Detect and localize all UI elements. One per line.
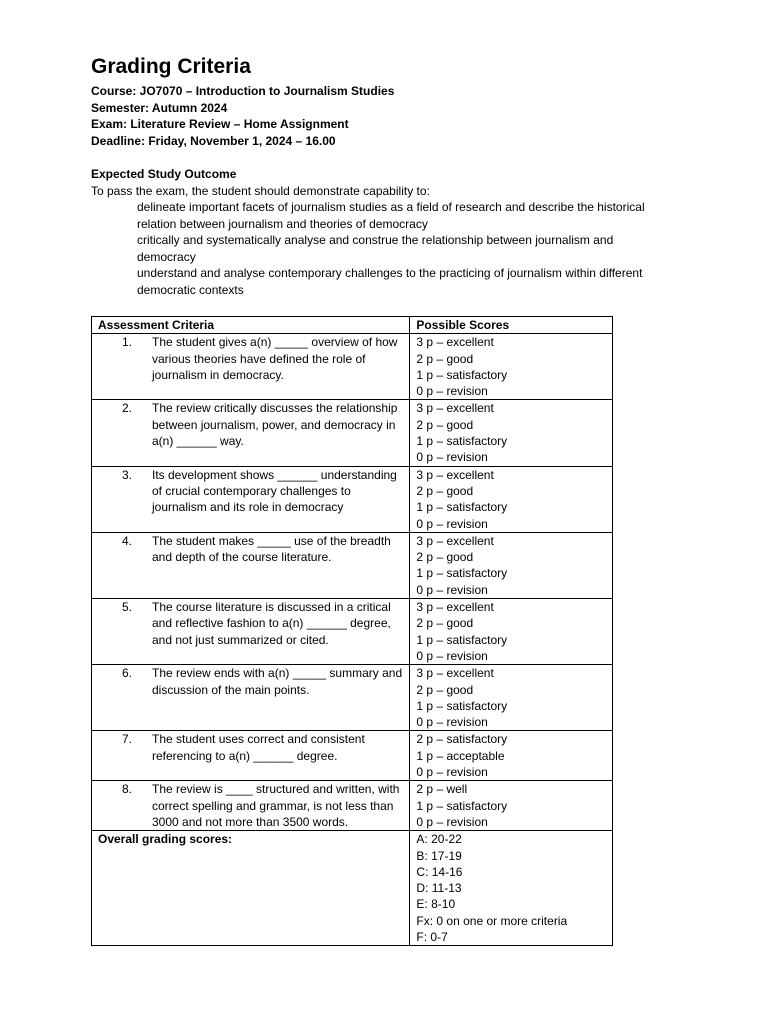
score-option: 0 p – revision bbox=[416, 450, 488, 465]
course-meta bbox=[91, 83, 671, 149]
table-row bbox=[92, 665, 613, 731]
outcome-list bbox=[91, 199, 671, 298]
criterion-cell bbox=[92, 466, 410, 532]
criterion-number: 1. bbox=[122, 335, 133, 350]
table-row bbox=[92, 334, 613, 400]
score-option: 2 p – well bbox=[416, 782, 468, 797]
grading-table bbox=[91, 316, 613, 946]
score-option: 3 p – excellent bbox=[416, 666, 494, 681]
score-option: 0 p – revision bbox=[416, 582, 488, 597]
score-option: 0 p – revision bbox=[416, 384, 488, 399]
overall-score: B: 17-19 bbox=[416, 848, 462, 863]
criterion-number: 5. bbox=[122, 600, 133, 615]
criterion-cell bbox=[92, 781, 410, 831]
semester-line: Semester: Autumn 2024 bbox=[91, 100, 228, 115]
score-option: 1 p – satisfactory bbox=[416, 367, 508, 382]
criterion-number: 8. bbox=[122, 782, 133, 797]
scores-cell bbox=[410, 665, 613, 731]
outcome-heading: Expected Study Outcome bbox=[91, 167, 237, 181]
score-option: 2 p – good bbox=[416, 417, 474, 432]
score-option: 2 p – good bbox=[416, 351, 474, 366]
criterion-cell bbox=[92, 400, 410, 466]
scores-cell bbox=[410, 781, 613, 831]
overall-scores bbox=[410, 831, 613, 946]
criterion-text: The student gives a(n) _____ overview of how various theories have defined the role of journalism in democracy. bbox=[152, 335, 398, 382]
overall-score: A: 20-22 bbox=[416, 832, 462, 847]
score-option: 2 p – good bbox=[416, 483, 474, 498]
header-criteria: Assessment Criteria bbox=[92, 317, 410, 334]
scores-cell bbox=[410, 400, 613, 466]
scores-cell bbox=[410, 599, 613, 665]
table-row bbox=[92, 781, 613, 831]
criterion-number: 4. bbox=[122, 533, 133, 548]
score-option: 1 p – satisfactory bbox=[416, 798, 508, 813]
criterion-text: The review ends with a(n) _____ summary and discussion of the main points. bbox=[152, 666, 403, 697]
criterion-cell bbox=[92, 731, 410, 781]
deadline-line: Deadline: Friday, November 1, 2024 – 16.00 bbox=[91, 133, 336, 148]
overall-score: Fx: 0 on one or more criteria bbox=[416, 913, 568, 928]
scores-cell bbox=[410, 466, 613, 532]
overall-score: C: 14-16 bbox=[416, 864, 463, 879]
score-option: 0 p – revision bbox=[416, 814, 488, 829]
criterion-number: 7. bbox=[122, 732, 133, 747]
score-option: 3 p – excellent bbox=[416, 467, 494, 482]
score-option: 3 p – excellent bbox=[416, 533, 494, 548]
score-option: 2 p – good bbox=[416, 682, 474, 697]
scores-cell bbox=[410, 731, 613, 781]
outcome-item: critically and systematically analyse and construe the relationship between journalism and democracy bbox=[137, 233, 614, 264]
table-row bbox=[92, 599, 613, 665]
exam-line: Exam: Literature Review – Home Assignment bbox=[91, 117, 349, 131]
scores-cell bbox=[410, 334, 613, 400]
score-option: 2 p – good bbox=[416, 616, 474, 631]
table-row bbox=[92, 400, 613, 466]
criterion-number: 2. bbox=[122, 401, 133, 416]
table-row bbox=[92, 731, 613, 781]
score-option: 1 p – acceptable bbox=[416, 748, 505, 763]
criterion-text: The course literature is discussed in a critical and reflective fashion to a(n) ______ degree, and not just summarized or cited. bbox=[152, 600, 391, 647]
score-option: 0 p – revision bbox=[416, 765, 488, 780]
score-option: 3 p – excellent bbox=[416, 600, 494, 615]
score-option: 3 p – excellent bbox=[416, 401, 494, 416]
score-option: 2 p – satisfactory bbox=[416, 732, 508, 747]
overall-score: D: 11-13 bbox=[416, 881, 462, 896]
header-scores: Possible Scores bbox=[410, 317, 613, 334]
criterion-text: Its development shows ______ understanding of crucial contemporary challenges to journalism and its role in democracy bbox=[152, 467, 397, 515]
score-option: 0 p – revision bbox=[416, 648, 488, 663]
score-option: 1 p – satisfactory bbox=[416, 566, 508, 581]
criterion-number: 3. bbox=[122, 467, 133, 482]
score-option: 0 p – revision bbox=[416, 516, 488, 531]
scores-cell bbox=[410, 532, 613, 598]
overall-row bbox=[92, 831, 613, 946]
criterion-cell bbox=[92, 665, 410, 731]
criterion-text: The student uses correct and consistent referencing to a(n) ______ degree. bbox=[152, 732, 365, 763]
table-row bbox=[92, 532, 613, 598]
score-option: 3 p – excellent bbox=[416, 335, 494, 350]
page-title: Grading Criteria bbox=[91, 55, 251, 78]
criterion-text: The review is ____ structured and written, with correct spelling and grammar, is not less than 3000 and not more than 3500 words. bbox=[152, 782, 400, 829]
criterion-cell bbox=[92, 599, 410, 665]
score-option: 2 p – good bbox=[416, 550, 474, 565]
criterion-cell bbox=[92, 532, 410, 598]
criterion-number: 6. bbox=[122, 666, 133, 681]
table-row bbox=[92, 466, 613, 532]
score-option: 1 p – satisfactory bbox=[416, 698, 508, 713]
criterion-text: The student makes _____ use of the breadth and depth of the course literature. bbox=[152, 533, 391, 565]
document-page bbox=[91, 54, 671, 298]
score-option: 0 p – revision bbox=[416, 715, 488, 730]
score-option: 1 p – satisfactory bbox=[416, 434, 508, 449]
table-header-row bbox=[92, 317, 613, 334]
outcome-intro: To pass the exam, the student should demonstrate capability to: bbox=[91, 183, 430, 198]
criterion-text: The review critically discusses the relationship between journalism, power, and democracy in a(n) ______ way. bbox=[152, 401, 398, 449]
outcome-item: delineate important facets of journalism studies as a field of research and describe the historical relation between journalism and theories of democracy bbox=[137, 200, 645, 231]
overall-label: Overall grading scores: bbox=[92, 831, 410, 946]
course-line: Course: JO7070 – Introduction to Journalism Studies bbox=[91, 84, 395, 98]
score-option: 1 p – satisfactory bbox=[416, 632, 508, 647]
outcome-item: understand and analyse contemporary challenges to the practicing of journalism within different democratic contexts bbox=[137, 266, 643, 297]
score-option: 1 p – satisfactory bbox=[416, 500, 508, 515]
overall-score: F: 0-7 bbox=[416, 929, 448, 944]
overall-score: E: 8-10 bbox=[416, 897, 456, 912]
criterion-cell bbox=[92, 334, 410, 400]
